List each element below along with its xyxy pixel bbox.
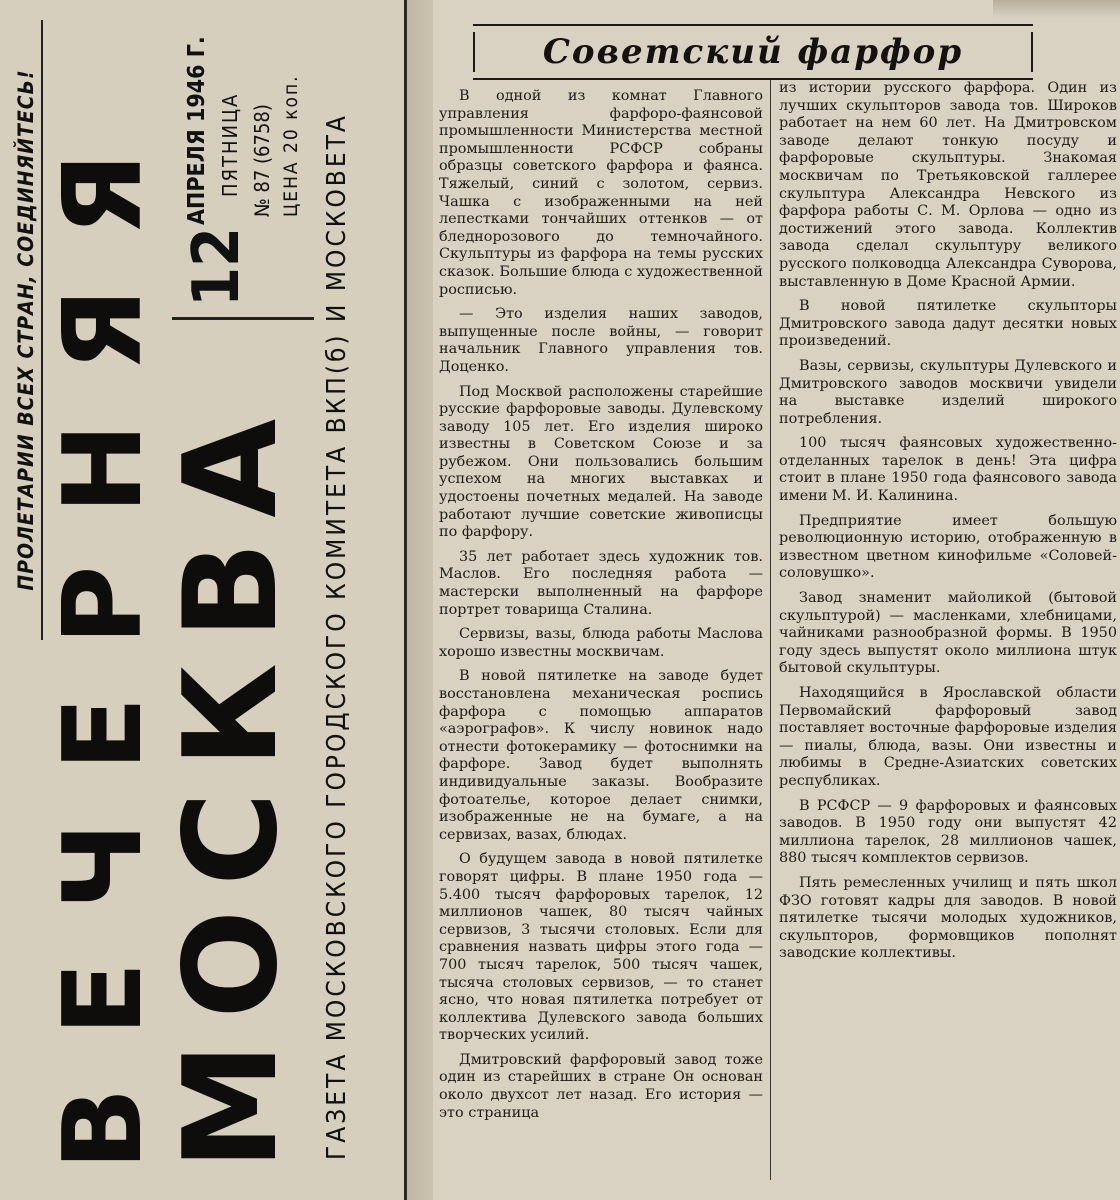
paragraph: Дмитровский фарфоровый завод тоже один из старейших в стране Он основан около двухсот лет назад. Его история — это страница	[439, 1051, 763, 1121]
paragraph: Пять ремесленных училищ и пять школ ФЗО готовят кадры для заводов. В новой пятилетке тысячи молодых художников, скульпторов, формовщиков пополнят заводские коллективы.	[779, 874, 1117, 962]
paragraph: В одной из комнат Главного управления фарфоро-фаянсовой промышленности Министерства местной промышленности РСФСР собраны образцы советского фарфора и фаянса. Тяжелый, синий с золотом, сервиз. Чашка с изображенными на ней лепестками тончайших оттенков — от бледнорозового до темночайного. Скульптуры из фарфора на темы русских сказок. Большие блюда с художественной росписью.	[439, 88, 763, 298]
masthead-rotated-block	[0, 0, 418, 1200]
paragraph: 35 лет работает здесь художник тов. Маслов. Его последняя работа — мастерски выполненный на фарфоре портрет товарища Сталина.	[439, 548, 763, 618]
paragraph: В новой пятилетке на заводе будет восстановлена механическая роспись фарфора с помощью аппаратов «аэрографов». К числу новинок надо отнести фотокерамику — фотоснимки на фарфоре. Завод будет выполнять индивидуальные заказы. Вообразите фотоателье, которое делает снимки, изображенные не на бумаге, а на сервизах, вазах, блюдах.	[439, 668, 763, 843]
paragraph: В новой пятилетке скульпторы Дмитровского завода дадут десятки новых произведений.	[779, 298, 1117, 350]
paragraph: Под Москвой расположены старейшие русские фарфоровые заводы. Дулевскому заводу 105 лет. Его изделия широко известны в Советском Союзе и за рубежом. Они пользовались большим успехом на многих выставках и удостоены почетных медалей. На заводе работают лучшие советские живописцы по фарфору.	[439, 383, 763, 541]
masthead-date-box	[172, 0, 314, 320]
masthead-subtitle: ГАЗЕТА МОСКОВСКОГО ГОРОДСКОГО КОМИТЕТА ВКП(б) И МОСКОВЕТА	[322, 113, 352, 1160]
date-month-year: АПРЕЛЯ 1946 Г.	[184, 36, 210, 225]
paragraph: из истории русского фарфора. Один из лучших скульпторов завода тов. Широков работает на нем 60 лет. На Дмитровском заводе делают тонкую посуду и фарфоровые скульптуры. Знакомая москвичам по Третьяковской галлерее скульптура Александра Невского из фарфора работы С. М. Орлова — одно из достижений этого завода. Коллектив завода сделал скульптуру великого русского полководца Александра Суворова, выставленную в Доме Красной Армии.	[779, 80, 1117, 290]
paragraph: Предприятие имеет большую революционную историю, отображенную в известном цветном кинофильме «Соловей-соловушко».	[779, 512, 1117, 582]
issue-number: № 87 (6758)	[250, 104, 274, 217]
paragraph: О будущем завода в новой пятилетке говорят цифры. В плане 1950 года — 5.400 тысяч фарфоровых тарелок, 12 миллионов чашек, 80 тысяч чайных сервизов, 3 тысячи столовых. Если для сравнения назвать цифры этого года — 700 тысяч тарелок, 500 тысяч чашек, тысяча столовых сервизов, — то станет ясно, что новая пятилетка потребует от коллектива Дулевского завода больших творческих усилий.	[439, 851, 763, 1044]
article-column-right	[779, 80, 1117, 970]
masthead-slogan: ПРОЛЕТАРИИ ВСЕХ СТРАН, СОЕДИНЯЙТЕСЬ!	[14, 20, 43, 640]
page-gutter	[407, 0, 433, 1200]
paragraph: Завод знаменит майоликой (бытовой скульптурой) — масленками, хлебницами, чайниками разнообразной формы. В 1950 году здесь выпустят около миллиона штук бытовой скульптуры.	[779, 590, 1117, 677]
newspaper-masthead	[0, 0, 418, 1200]
column-divider	[770, 80, 771, 1180]
paragraph: 100 тысяч фаянсовых художественно-отделанных тарелок в день! Эта цифра стоит в плане 1950 года фаянсового завода имени М. И. Калинина.	[779, 435, 1117, 505]
headline-frame	[473, 24, 1033, 80]
issue-price: ЦЕНА 20 коп.	[280, 74, 302, 217]
paragraph: В РСФСР — 9 фарфоровых и фаянсовых заводов. В 1950 году они выпустят 42 миллиона тарелок, 28 миллионов чашек, 880 тысяч комплектов сервизов.	[779, 797, 1117, 867]
paragraph: Находящийся в Ярославской области Первомайский фарфоровый завод поставляет восточные фарфоровые изделия — пиалы, блюда, вазы. Они известны и любимы в Средне-Азиатских советских республиках.	[779, 685, 1117, 789]
article-column-left	[439, 88, 763, 1129]
torn-edge	[993, 0, 1120, 18]
masthead-title-line1: ВЕЧЕРНЯЯ	[41, 100, 166, 1170]
date-number: 12	[180, 226, 254, 307]
article-headline: Советский фарфор	[542, 32, 964, 72]
article	[433, 0, 1120, 1200]
paragraph: Сервизы, вазы, блюда работы Маслова хорошо известны москвичам.	[439, 626, 763, 660]
paragraph: Вазы, сервизы, скульптуры Дулевского и Дмитровского заводов москвичи увидели на выставке изделий широкого потребления.	[779, 357, 1117, 427]
date-weekday: ПЯТНИЦА	[218, 92, 242, 197]
masthead-title-line2: МОСКВА	[157, 394, 306, 1170]
paragraph: — Это изделия наших заводов, выпущенные после войны, — говорит начальник Главного управления тов. Доценко.	[439, 306, 763, 375]
